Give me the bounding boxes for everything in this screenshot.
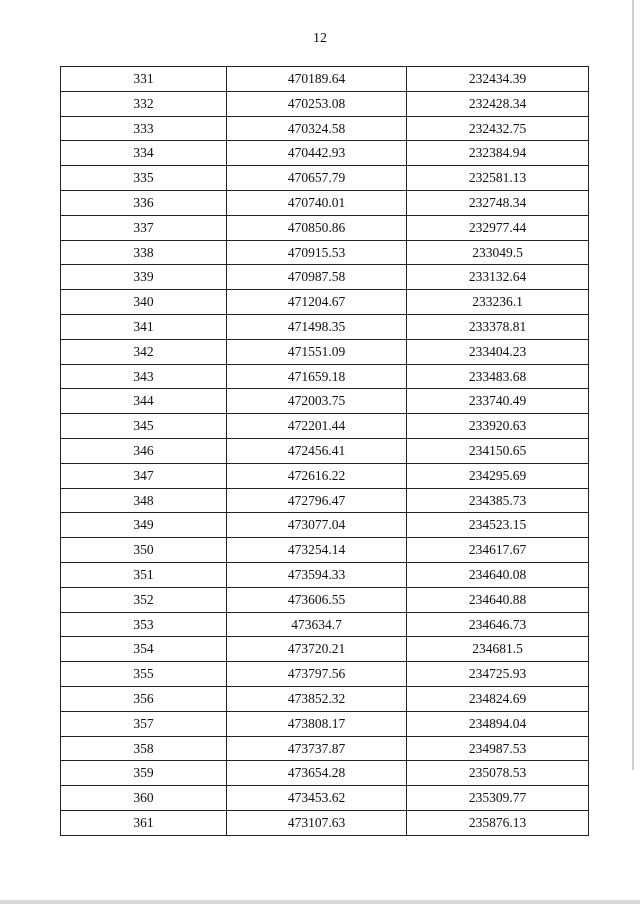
table-row [61, 686, 589, 711]
table-row [61, 538, 589, 563]
scan-edge-right [632, 0, 634, 770]
table-row [61, 463, 589, 488]
page-number: 12 [313, 31, 327, 46]
table-row [61, 810, 589, 835]
x-coordinate-cell: 473107.63 [227, 810, 407, 835]
point-number-cell: 351 [61, 562, 227, 587]
point-number-cell: 357 [61, 711, 227, 736]
point-number-cell: 360 [61, 786, 227, 811]
y-coordinate-cell: 232748.34 [407, 190, 589, 215]
x-coordinate-cell: 473720.21 [227, 637, 407, 662]
x-coordinate-cell: 470850.86 [227, 215, 407, 240]
y-coordinate-cell: 233132.64 [407, 265, 589, 290]
point-number-cell: 353 [61, 612, 227, 637]
point-number-cell: 341 [61, 314, 227, 339]
point-number-cell: 344 [61, 389, 227, 414]
x-coordinate-cell: 473254.14 [227, 538, 407, 563]
table-row [61, 240, 589, 265]
x-coordinate-cell: 471204.67 [227, 290, 407, 315]
x-coordinate-cell: 471551.09 [227, 339, 407, 364]
y-coordinate-cell: 235309.77 [407, 786, 589, 811]
point-number-cell: 356 [61, 686, 227, 711]
y-coordinate-cell: 232581.13 [407, 166, 589, 191]
x-coordinate-cell: 473634.7 [227, 612, 407, 637]
y-coordinate-cell: 234987.53 [407, 736, 589, 761]
table-row [61, 67, 589, 92]
point-number-cell: 342 [61, 339, 227, 364]
table-row [61, 414, 589, 439]
point-number-cell: 346 [61, 438, 227, 463]
x-coordinate-cell: 472201.44 [227, 414, 407, 439]
y-coordinate-cell: 234640.88 [407, 587, 589, 612]
point-number-cell: 339 [61, 265, 227, 290]
y-coordinate-cell: 234894.04 [407, 711, 589, 736]
x-coordinate-cell: 470189.64 [227, 67, 407, 92]
table-row [61, 488, 589, 513]
point-number-cell: 349 [61, 513, 227, 538]
x-coordinate-cell: 473453.62 [227, 786, 407, 811]
point-number-cell: 331 [61, 67, 227, 92]
point-number-cell: 332 [61, 91, 227, 116]
table-row [61, 91, 589, 116]
x-coordinate-cell: 472796.47 [227, 488, 407, 513]
point-number-cell: 350 [61, 538, 227, 563]
table-row [61, 786, 589, 811]
point-number-cell: 333 [61, 116, 227, 141]
coordinates-table [60, 66, 589, 836]
table-row [61, 190, 589, 215]
table-row [61, 116, 589, 141]
table-row [61, 761, 589, 786]
x-coordinate-cell: 470915.53 [227, 240, 407, 265]
scan-edge-bottom [0, 900, 640, 904]
x-coordinate-cell: 470657.79 [227, 166, 407, 191]
x-coordinate-cell: 470442.93 [227, 141, 407, 166]
point-number-cell: 337 [61, 215, 227, 240]
y-coordinate-cell: 234150.65 [407, 438, 589, 463]
table-row [61, 612, 589, 637]
y-coordinate-cell: 233740.49 [407, 389, 589, 414]
y-coordinate-cell: 232434.39 [407, 67, 589, 92]
point-number-cell: 354 [61, 637, 227, 662]
x-coordinate-cell: 473737.87 [227, 736, 407, 761]
table-row [61, 736, 589, 761]
table-row [61, 662, 589, 687]
point-number-cell: 340 [61, 290, 227, 315]
y-coordinate-cell: 232428.34 [407, 91, 589, 116]
table-row [61, 265, 589, 290]
x-coordinate-cell: 470740.01 [227, 190, 407, 215]
table-row [61, 141, 589, 166]
y-coordinate-cell: 232384.94 [407, 141, 589, 166]
point-number-cell: 352 [61, 587, 227, 612]
y-coordinate-cell: 232977.44 [407, 215, 589, 240]
y-coordinate-cell: 233378.81 [407, 314, 589, 339]
y-coordinate-cell: 234295.69 [407, 463, 589, 488]
table-row [61, 637, 589, 662]
point-number-cell: 334 [61, 141, 227, 166]
x-coordinate-cell: 470324.58 [227, 116, 407, 141]
x-coordinate-cell: 472616.22 [227, 463, 407, 488]
table-row [61, 587, 589, 612]
y-coordinate-cell: 232432.75 [407, 116, 589, 141]
x-coordinate-cell: 471498.35 [227, 314, 407, 339]
y-coordinate-cell: 234824.69 [407, 686, 589, 711]
table-row [61, 166, 589, 191]
y-coordinate-cell: 233404.23 [407, 339, 589, 364]
x-coordinate-cell: 473654.28 [227, 761, 407, 786]
point-number-cell: 335 [61, 166, 227, 191]
x-coordinate-cell: 473594.33 [227, 562, 407, 587]
x-coordinate-cell: 470253.08 [227, 91, 407, 116]
x-coordinate-cell: 473852.32 [227, 686, 407, 711]
x-coordinate-cell: 472003.75 [227, 389, 407, 414]
point-number-cell: 358 [61, 736, 227, 761]
y-coordinate-cell: 234681.5 [407, 637, 589, 662]
point-number-cell: 347 [61, 463, 227, 488]
table-row [61, 562, 589, 587]
point-number-cell: 355 [61, 662, 227, 687]
table-row [61, 389, 589, 414]
x-coordinate-cell: 473808.17 [227, 711, 407, 736]
table-row [61, 290, 589, 315]
x-coordinate-cell: 473797.56 [227, 662, 407, 687]
y-coordinate-cell: 234523.15 [407, 513, 589, 538]
table-row [61, 513, 589, 538]
point-number-cell: 348 [61, 488, 227, 513]
y-coordinate-cell: 234640.08 [407, 562, 589, 587]
y-coordinate-cell: 233236.1 [407, 290, 589, 315]
x-coordinate-cell: 473077.04 [227, 513, 407, 538]
point-number-cell: 345 [61, 414, 227, 439]
y-coordinate-cell: 233049.5 [407, 240, 589, 265]
table-row [61, 364, 589, 389]
y-coordinate-cell: 234646.73 [407, 612, 589, 637]
y-coordinate-cell: 234617.67 [407, 538, 589, 563]
point-number-cell: 343 [61, 364, 227, 389]
x-coordinate-cell: 473606.55 [227, 587, 407, 612]
y-coordinate-cell: 234725.93 [407, 662, 589, 687]
x-coordinate-cell: 470987.58 [227, 265, 407, 290]
point-number-cell: 338 [61, 240, 227, 265]
y-coordinate-cell: 235876.13 [407, 810, 589, 835]
x-coordinate-cell: 472456.41 [227, 438, 407, 463]
table-row [61, 215, 589, 240]
table-row [61, 711, 589, 736]
x-coordinate-cell: 471659.18 [227, 364, 407, 389]
table-row [61, 314, 589, 339]
y-coordinate-cell: 233920.63 [407, 414, 589, 439]
y-coordinate-cell: 233483.68 [407, 364, 589, 389]
y-coordinate-cell: 235078.53 [407, 761, 589, 786]
coordinates-table-body [61, 67, 589, 836]
point-number-cell: 359 [61, 761, 227, 786]
y-coordinate-cell: 234385.73 [407, 488, 589, 513]
table-row [61, 438, 589, 463]
point-number-cell: 361 [61, 810, 227, 835]
point-number-cell: 336 [61, 190, 227, 215]
table-row [61, 339, 589, 364]
